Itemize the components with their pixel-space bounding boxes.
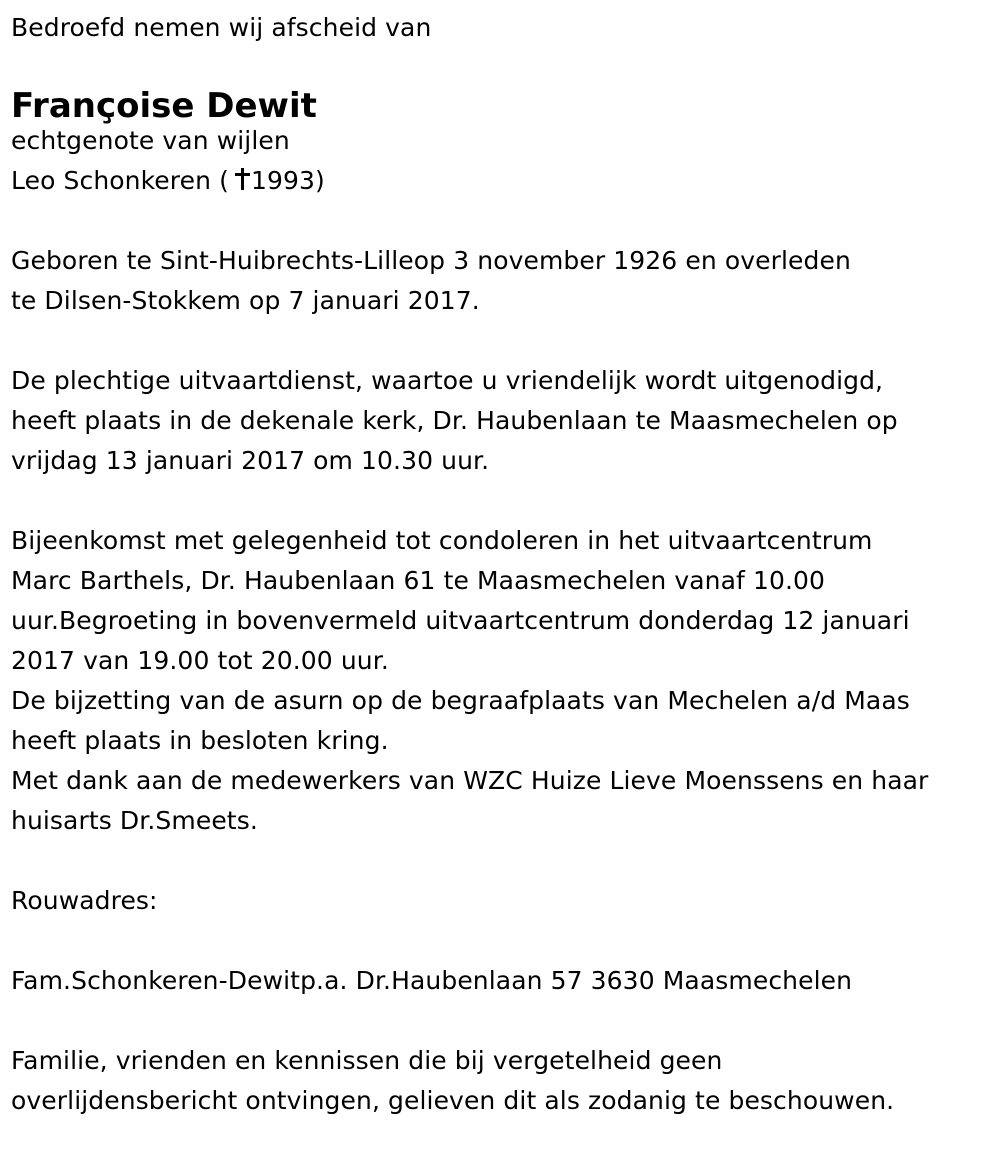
spacer [11, 321, 988, 361]
closing-paragraph [11, 1041, 988, 1121]
paragraph-line: Bijeenkomst met gelegenheid tot condoleren in het uitvaartcentrum [11, 526, 873, 555]
paragraph-line: De bijzetting van de asurn op de begraafplaats van Mechelen a/d Maas [11, 686, 910, 715]
mourning-address: Fam.Schonkeren-Dewitp.a. Dr.Haubenlaan 57 3630 Maasmechelen [11, 966, 853, 995]
paragraph-line: uur.Begroeting in bovenvermeld uitvaartcentrum donderdag 12 januari [11, 606, 910, 635]
paragraph-line: te Dilsen-Stokkem op 7 januari 2017. [11, 286, 480, 315]
cross-icon [235, 168, 249, 190]
paragraph-line: Geboren te Sint-Huibrechts-Lilleop 3 november 1926 en overleden [11, 246, 851, 275]
service-paragraph [11, 361, 988, 481]
intro-text: Bedroefd nemen wij afscheid van [11, 13, 432, 42]
paragraph-line: De plechtige uitvaartdienst, waartoe u vriendelijk wordt uitgenodigd, [11, 366, 884, 395]
spouse-name: Leo Schonkeren ( [11, 166, 229, 195]
paragraph-line: huisarts Dr.Smeets. [11, 806, 258, 835]
paragraph-line: Met dank aan de medewerkers van WZC Huize Lieve Moenssens en haar [11, 766, 929, 795]
deceased-name: Françoise Dewit [11, 86, 317, 126]
birth-death-paragraph [11, 241, 988, 321]
spacer [11, 841, 988, 881]
spacer [11, 201, 988, 241]
paragraph-line: 2017 van 19.00 tot 20.00 uur. [11, 646, 389, 675]
paragraph-line: Marc Barthels, Dr. Haubenlaan 61 te Maasmechelen vanaf 10.00 [11, 566, 826, 595]
spouse-relation: echtgenote van wijlen [11, 126, 290, 155]
paragraph-line: heeft plaats in besloten kring. [11, 726, 389, 755]
spacer [11, 481, 988, 521]
paragraph-line: heeft plaats in de dekenale kerk, Dr. Haubenlaan te Maasmechelen op [11, 406, 898, 435]
paragraph-line: Familie, vrienden en kennissen die bij vergetelheid geen [11, 1046, 723, 1075]
spacer [11, 1001, 988, 1041]
spacer [11, 921, 988, 961]
spouse-death-year: 1993) [250, 166, 325, 195]
mourning-address-label: Rouwadres: [11, 886, 158, 915]
spouse-line [11, 161, 988, 201]
gathering-paragraph [11, 521, 988, 841]
paragraph-line: vrijdag 13 januari 2017 om 10.30 uur. [11, 446, 490, 475]
paragraph-line: overlijdensbericht ontvingen, gelieven dit als zodanig te beschouwen. [11, 1086, 895, 1115]
